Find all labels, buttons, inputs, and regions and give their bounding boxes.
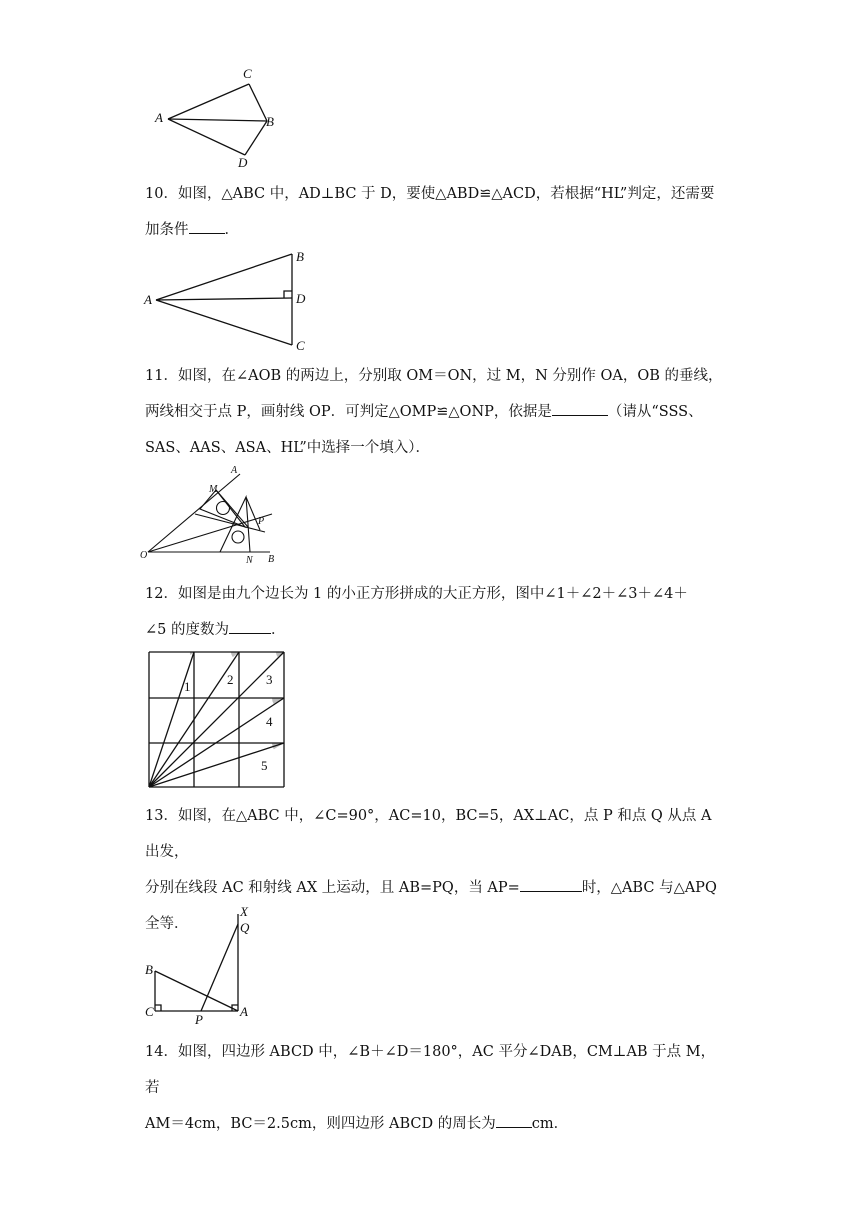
answer-blank-12[interactable] xyxy=(229,619,271,634)
question-13-line-2: 分别在线段 AC 和射线 AX 上运动，且 AB=PQ，当 AP= 时，△ABC 与△APQ xyxy=(145,870,725,906)
label-point-a: A xyxy=(240,1004,248,1019)
label-point-x: X xyxy=(240,904,248,919)
question-11-line-1: 11．如图，在∠AOB 的两边上，分别取 OM＝ON，过 M，N 分别作 OA，OB 的垂线， xyxy=(145,368,723,384)
answer-blank-10[interactable] xyxy=(189,219,225,234)
label-point-d: D xyxy=(238,155,248,170)
angle-label-4: 4 xyxy=(266,714,273,729)
question-13-line-3: 全等． xyxy=(145,916,189,932)
question-12 xyxy=(145,576,725,648)
label-point-o: O xyxy=(140,550,148,561)
question-10 xyxy=(145,176,725,248)
figure-angle-aob-bisector xyxy=(140,462,290,570)
label-point-b: B xyxy=(268,554,275,565)
label-point-b: B xyxy=(145,962,153,977)
question-10-line-1: 10．如图，△ABC 中，AD⊥BC 于 D，要使△ABD≌△ACD，若根据“HL”判定，还需要 xyxy=(145,186,715,202)
figure-kite-abcd xyxy=(150,64,290,170)
question-14 xyxy=(145,1034,725,1142)
label-point-d: D xyxy=(296,291,306,306)
question-11-line-3: SAS、AAS、ASA、HL”中选择一个填入）． xyxy=(145,440,431,456)
label-point-n: N xyxy=(246,555,253,566)
question-12-line-2: ∠5 的度数为 ． xyxy=(145,612,725,648)
label-point-a: A xyxy=(144,292,152,307)
label-point-b: B xyxy=(296,249,304,264)
question-10-line-2: 加条件 ． xyxy=(145,212,725,248)
question-13-line-1: 13．如图，在△ABC 中，∠C=90°，AC=10，BC=5，AX⊥AC，点 P 和点 Q 从点 A 出发， xyxy=(145,808,712,860)
answer-blank-14[interactable] xyxy=(496,1113,532,1128)
question-11-line-2: 两线相交于点 P，画射线 OP．可判定△OMP≌△ONP，依据是 （请从“SSS、 xyxy=(145,394,725,430)
angle-label-2: 2 xyxy=(227,672,234,687)
label-point-c: C xyxy=(145,1004,154,1019)
angle-label-1: 1 xyxy=(184,679,191,694)
answer-blank-11[interactable] xyxy=(552,401,608,416)
label-point-a: A xyxy=(155,110,163,125)
label-point-q: Q xyxy=(240,920,250,935)
angle-label-3: 3 xyxy=(266,672,273,687)
label-point-p: P xyxy=(258,516,265,527)
label-point-c: C xyxy=(243,66,252,81)
angle-label-5: 5 xyxy=(261,758,268,773)
question-14-line-1: 14．如图，四边形 ABCD 中，∠B＋∠D＝180°，AC 平分∠DAB，CM⊥AB 于点 M，若 xyxy=(145,1044,716,1096)
label-point-b: B xyxy=(266,114,274,129)
question-11 xyxy=(145,358,725,466)
figure-triangle-apq xyxy=(143,904,273,1028)
label-point-c: C xyxy=(296,338,305,353)
figure-grid-angles xyxy=(145,648,291,790)
label-point-p: P xyxy=(195,1012,203,1027)
label-point-m: M xyxy=(209,484,218,495)
question-14-line-2: AM＝4cm，BC＝2.5cm，则四边形 ABCD 的周长为 cm． xyxy=(145,1106,725,1142)
question-12-line-1: 12．如图是由九个边长为 1 的小正方形拼成的大正方形，图中∠1＋∠2＋∠3＋∠4＋ xyxy=(145,586,688,602)
figure-triangle-abc-altitude xyxy=(142,248,322,354)
label-point-a: A xyxy=(231,465,238,476)
answer-blank-13[interactable] xyxy=(520,877,582,892)
